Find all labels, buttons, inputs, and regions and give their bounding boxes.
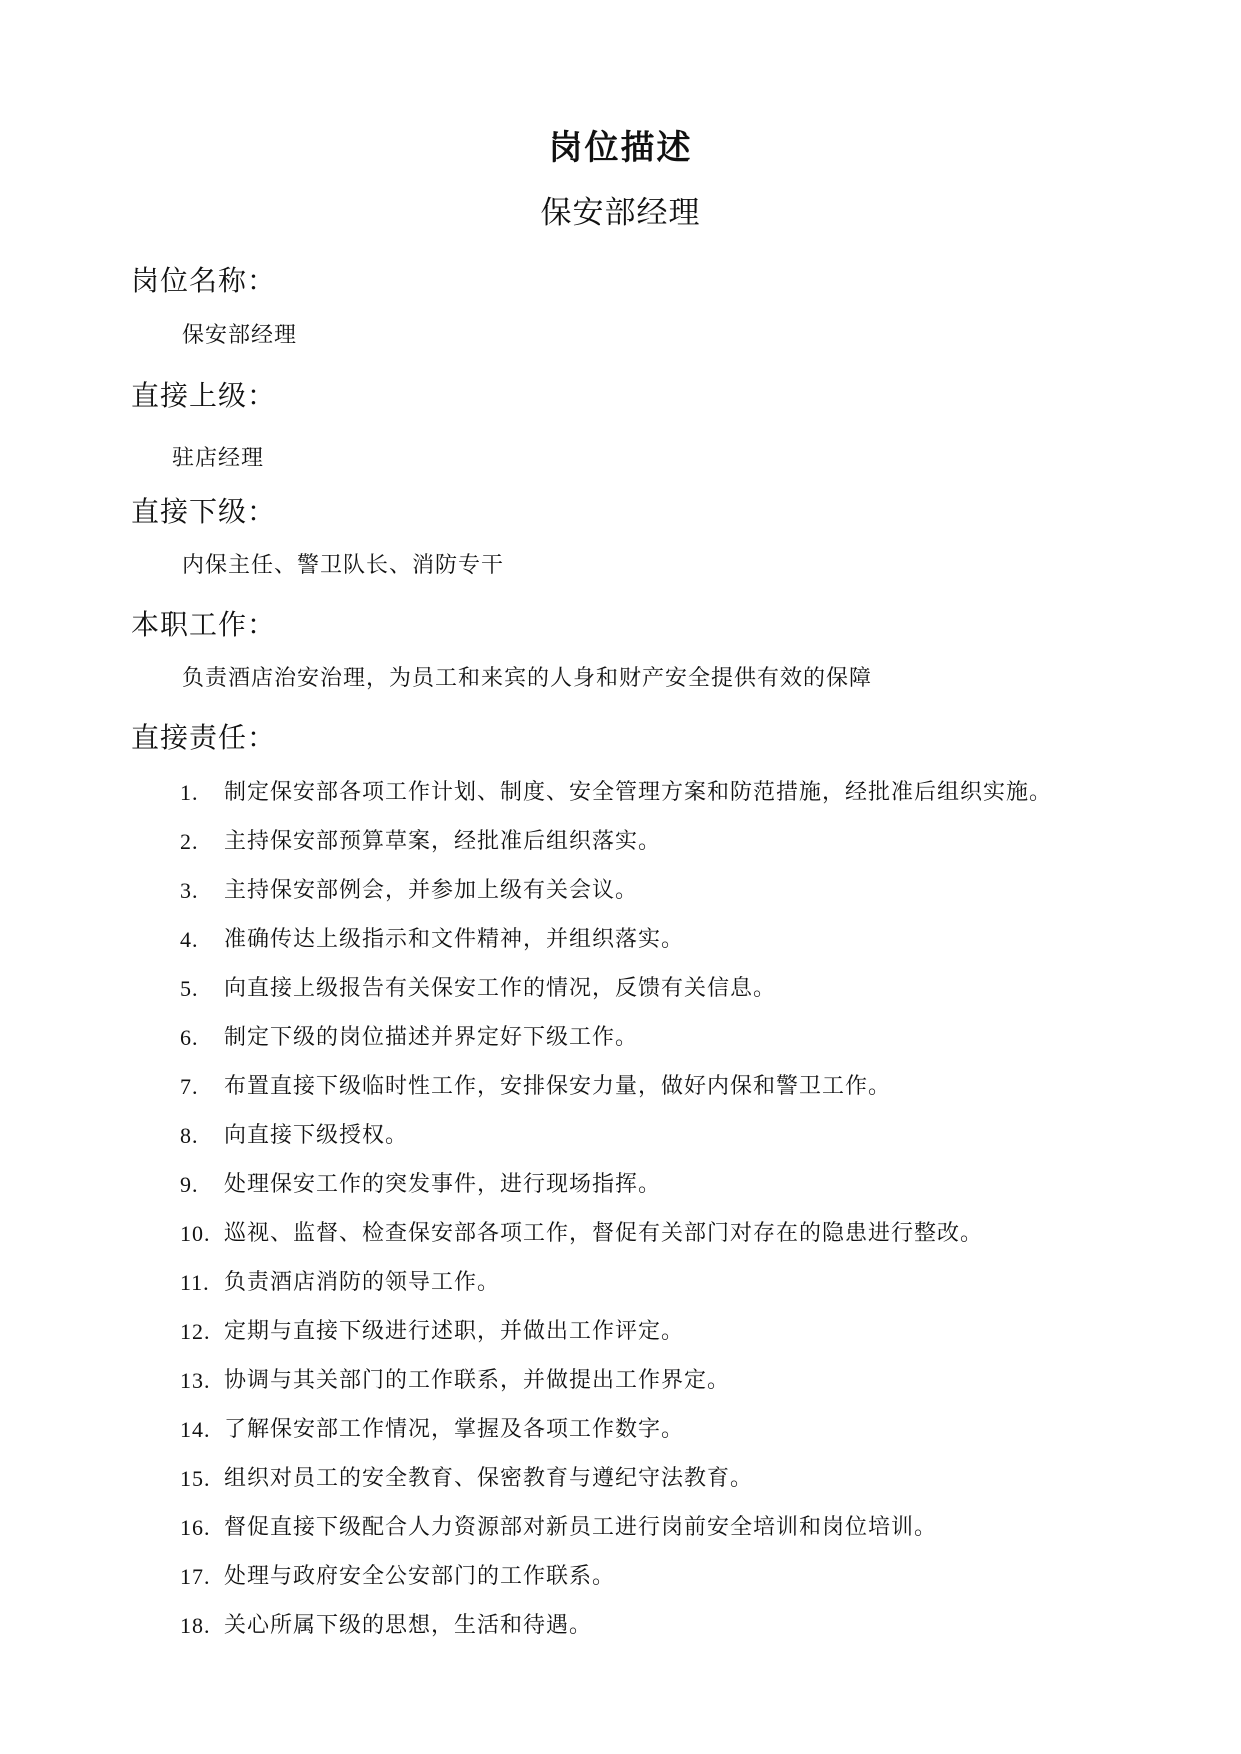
duty-item-1: [180, 778, 1052, 827]
document-title: 岗位描述: [548, 128, 693, 168]
duty-item-18: [180, 1611, 1052, 1660]
duty-item-7: [180, 1072, 1052, 1121]
direct-subordinates-heading: 直接下级：: [131, 495, 277, 528]
duty-number: 2.: [180, 829, 199, 854]
duty-text: 负责酒店消防的领导工作。: [224, 1270, 501, 1295]
duty-text: 了解保安部工作情况，掌握及各项工作数字。: [224, 1417, 685, 1442]
position-name-value: 保安部经理: [182, 323, 298, 348]
duty-number: 3.: [180, 878, 199, 903]
duty-text: 关心所属下级的思想，生活和待遇。: [224, 1613, 593, 1638]
duty-list: [180, 778, 1052, 1660]
duty-number: 12.: [180, 1319, 211, 1344]
position-name-heading: 岗位名称：: [131, 264, 277, 297]
duty-number: 1.: [180, 780, 199, 805]
duty-number: 15.: [180, 1466, 211, 1491]
duty-text: 处理保安工作的突发事件，进行现场指挥。: [224, 1172, 662, 1197]
duty-text: 组织对员工的安全教育、保密教育与遵纪守法教育。: [224, 1466, 754, 1491]
duty-item-15: [180, 1464, 1052, 1513]
duty-text: 布置直接下级临时性工作，安排保安力量，做好内保和警卫工作。: [224, 1074, 892, 1099]
duty-text: 处理与政府安全公安部门的工作联系。: [224, 1564, 616, 1589]
duty-number: 10.: [180, 1221, 211, 1246]
duty-item-10: [180, 1219, 1052, 1268]
duty-text: 主持保安部预算草案，经批准后组织落实。: [224, 829, 662, 854]
duty-number: 4.: [180, 927, 199, 952]
direct-superior-value: 驻店经理: [172, 446, 265, 471]
duty-text: 制定下级的岗位描述并界定好下级工作。: [224, 1025, 639, 1050]
duty-text: 向直接上级报告有关保安工作的情况，反馈有关信息。: [224, 976, 777, 1001]
duty-item-13: [180, 1366, 1052, 1415]
duty-number: 11.: [180, 1270, 210, 1295]
duty-text: 协调与其关部门的工作联系，并做提出工作界定。: [224, 1368, 731, 1393]
direct-responsibilities-heading: 直接责任：: [131, 721, 277, 754]
duty-number: 6.: [180, 1025, 199, 1050]
duty-item-17: [180, 1562, 1052, 1611]
duty-text: 督促直接下级配合人力资源部对新员工进行岗前安全培训和岗位培训。: [224, 1515, 938, 1540]
duty-item-4: [180, 925, 1052, 974]
duty-item-11: [180, 1268, 1052, 1317]
direct-subordinates-value: 内保主任、警卫队长、消防专干: [182, 553, 505, 578]
duty-number: 7.: [180, 1074, 199, 1099]
duty-number: 5.: [180, 976, 199, 1001]
duty-number: 8.: [180, 1123, 199, 1148]
duty-item-8: [180, 1121, 1052, 1170]
duty-text: 制定保安部各项工作计划、制度、安全管理方案和防范措施，经批准后组织实施。: [224, 780, 1053, 805]
core-work-value: 负责酒店治安治理，为员工和来宾的人身和财产安全提供有效的保障: [182, 666, 873, 691]
duty-text: 定期与直接下级进行述职，并做出工作评定。: [224, 1319, 685, 1344]
duty-number: 16.: [180, 1515, 211, 1540]
duty-number: 13.: [180, 1368, 211, 1393]
duty-item-12: [180, 1317, 1052, 1366]
duty-number: 9.: [180, 1172, 199, 1197]
duty-text: 巡视、监督、检查保安部各项工作，督促有关部门对存在的隐患进行整改。: [224, 1221, 984, 1246]
core-work-heading: 本职工作：: [131, 608, 277, 641]
duty-text: 向直接下级授权。: [224, 1123, 409, 1148]
duty-text: 准确传达上级指示和文件精神，并组织落实。: [224, 927, 685, 952]
duty-item-9: [180, 1170, 1052, 1219]
duty-item-5: [180, 974, 1052, 1023]
duty-number: 14.: [180, 1417, 211, 1442]
duty-item-6: [180, 1023, 1052, 1072]
duty-text: 主持保安部例会，并参加上级有关会议。: [224, 878, 639, 903]
duty-item-2: [180, 827, 1052, 876]
duty-number: 18.: [180, 1613, 211, 1638]
duty-item-3: [180, 876, 1052, 925]
direct-superior-heading: 直接上级：: [131, 379, 277, 412]
document-subtitle: 保安部经理: [540, 195, 701, 231]
duty-item-16: [180, 1513, 1052, 1562]
duty-number: 17.: [180, 1564, 211, 1589]
duty-item-14: [180, 1415, 1052, 1464]
